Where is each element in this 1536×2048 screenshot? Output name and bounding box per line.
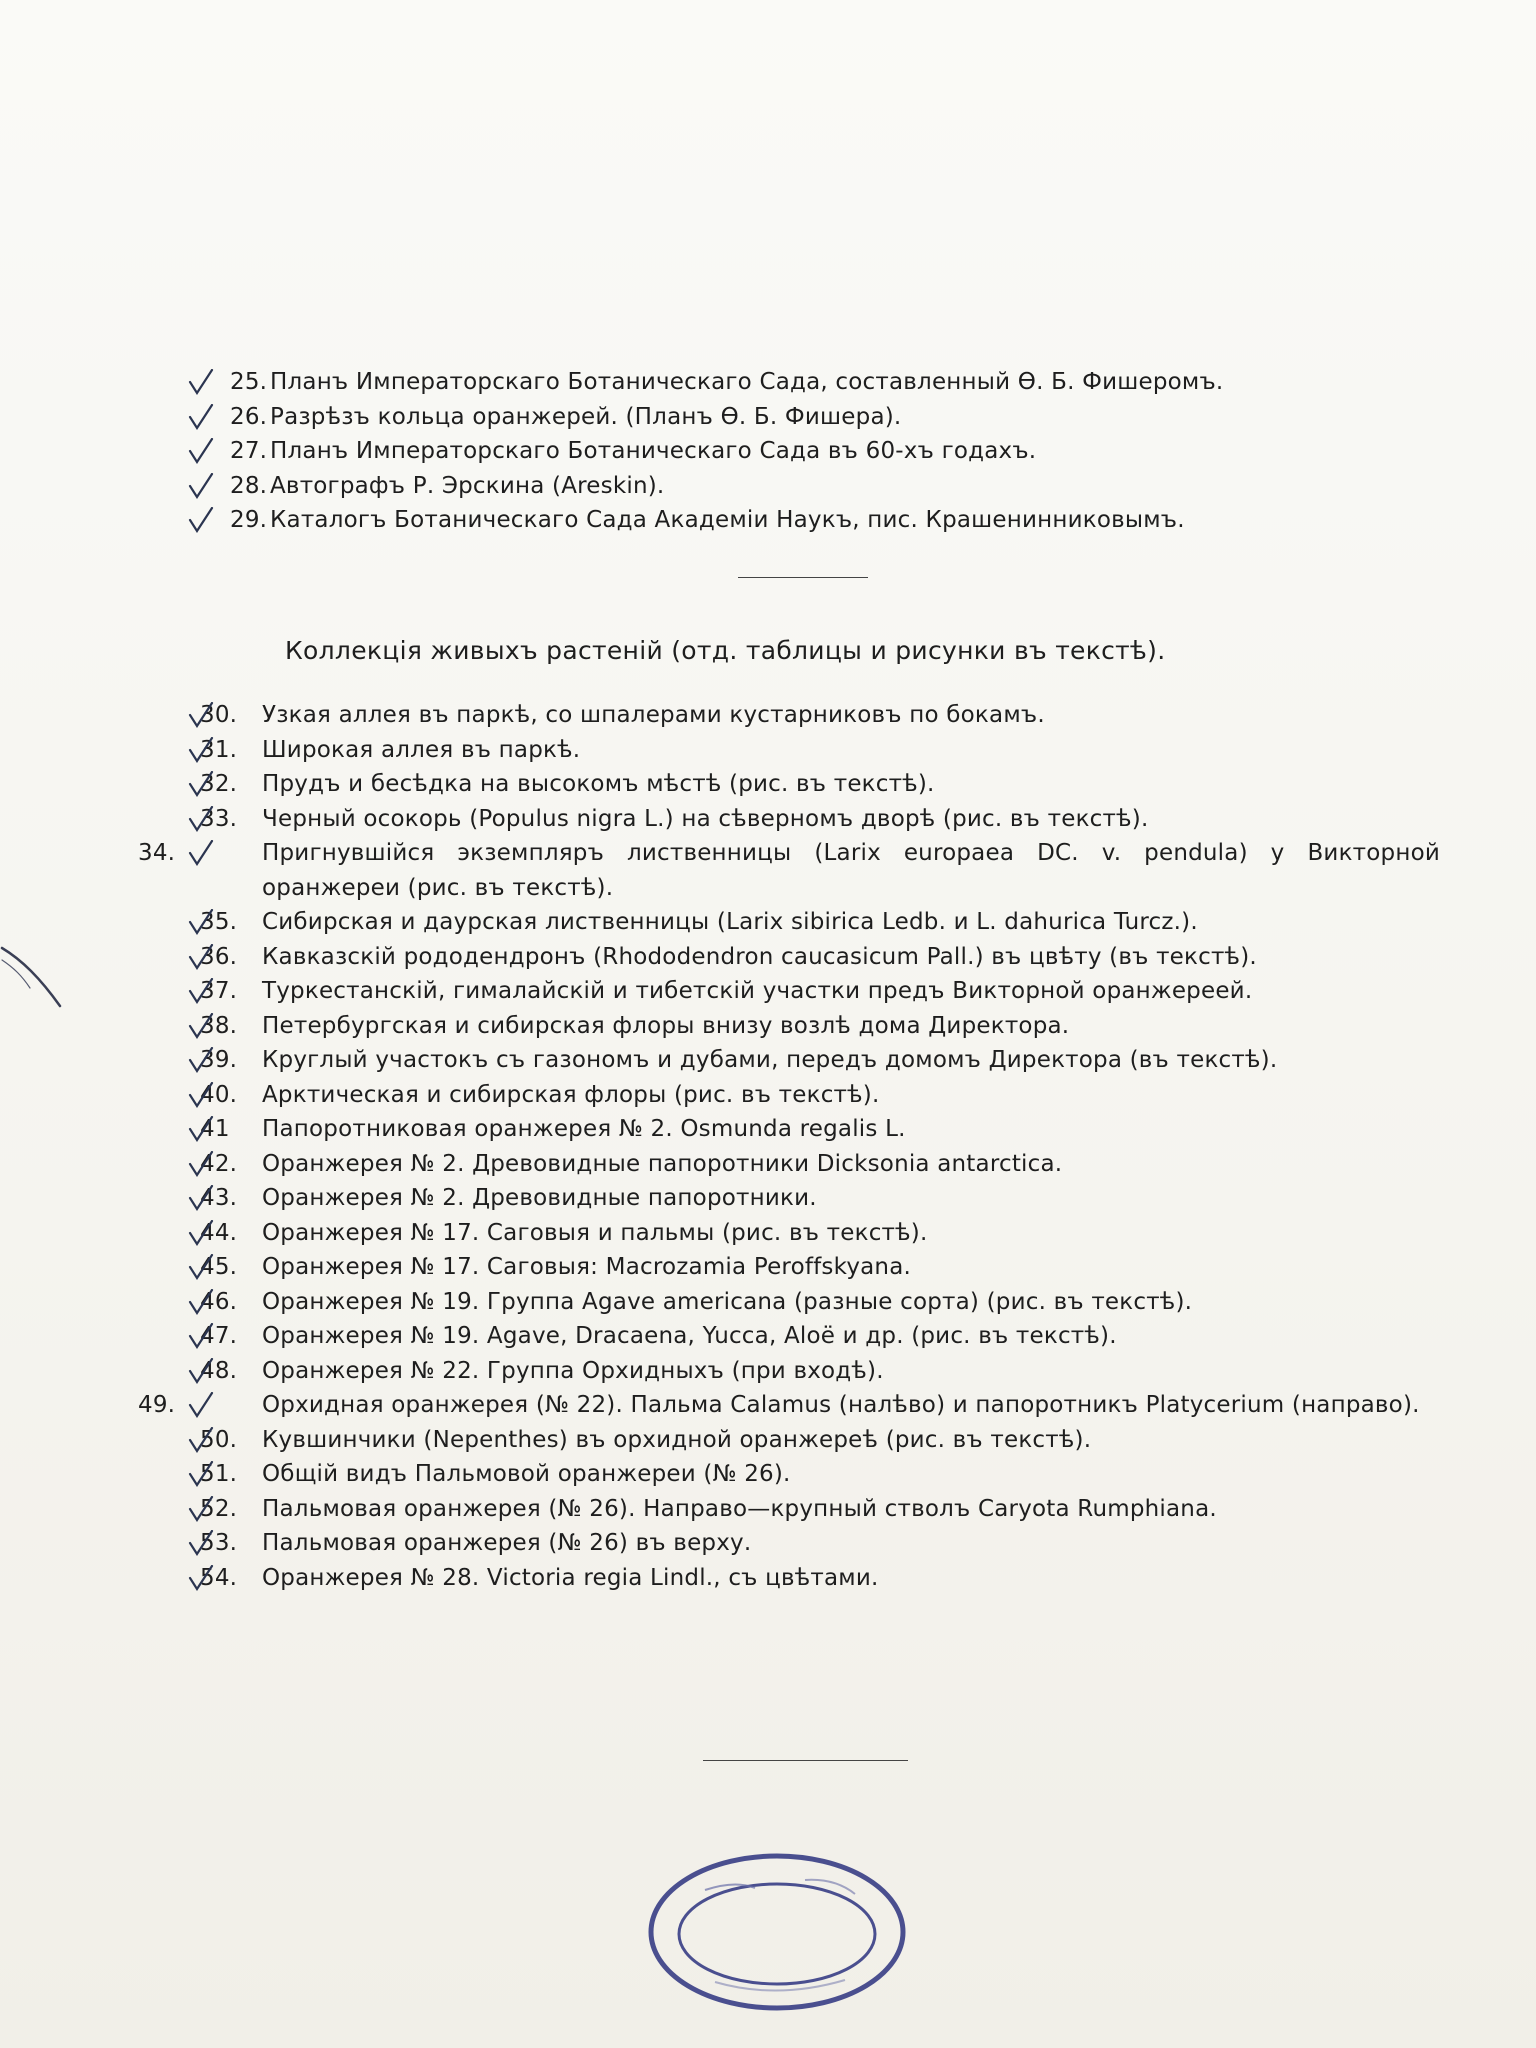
item-text: Автографъ Р. Эрскина (Areskin). — [270, 472, 665, 499]
item-text: Туркестанскій, гималайскій и тибетскій участки предъ Викторной оранжереей. — [262, 978, 1253, 1004]
item-text: Оранжерея № 22. Группа Орхидныхъ (при входѣ). — [262, 1357, 884, 1384]
list-item — [200, 1354, 1440, 1389]
item-text: Орхидная оранжерея (№ 22). Пальма Calamus (налѣво) и папоротникъ Platycerium (направо). — [262, 1392, 1420, 1418]
item-number: 42. — [200, 1150, 238, 1177]
list-item — [200, 1250, 1440, 1285]
checkmark-icon — [188, 438, 214, 464]
list-item — [200, 733, 1440, 768]
illustration-list-part-1 — [200, 365, 1440, 538]
checkmark-icon — [188, 1496, 214, 1522]
item-text: Кавказскій рододендронъ (Rhododendron caucasicum Pall.) въ цвѣту (въ текстѣ). — [262, 943, 1257, 970]
item-text: Прудъ и бесѣдка на высокомъ мѣстѣ (рис. въ текстѣ). — [262, 771, 935, 797]
item-number: 50. — [200, 1426, 238, 1453]
list-item — [200, 1009, 1440, 1044]
list-item — [200, 1561, 1440, 1596]
item-number: 29. — [230, 507, 268, 533]
item-number: 49. — [138, 1392, 176, 1418]
item-text: Арктическая и сибирская флоры (рис. въ текстѣ). — [262, 1081, 880, 1108]
checkmark-icon — [188, 771, 214, 797]
item-text: Оранжерея № 2. Древовидные папоротники Dicksonia antarctica. — [262, 1150, 1063, 1177]
item-text: Кувшинчики (Nepenthes) въ орхидной оранжереѣ (рис. въ текстѣ). — [262, 1426, 1092, 1453]
item-text: Общій видъ Пальмовой оранжереи (№ 26). — [262, 1461, 791, 1487]
checkmark-icon — [188, 507, 214, 533]
checkmark-icon — [188, 1082, 214, 1108]
list-item — [138, 1388, 1440, 1423]
item-text: Сибирская и даурская лиственницы (Larix sibirica Ledb. и L. dahurica Turcz.). — [262, 909, 1198, 935]
checkmark-icon — [188, 1461, 214, 1487]
item-number: 54. — [200, 1564, 238, 1591]
list-item — [200, 1423, 1440, 1458]
list-item — [200, 1319, 1440, 1354]
item-number: 43. — [200, 1185, 238, 1211]
item-number: 33. — [200, 805, 238, 832]
checkmark-icon — [188, 978, 214, 1004]
list-item — [200, 802, 1440, 837]
item-number: 26. — [230, 403, 268, 430]
item-text: Разрѣзъ кольца оранжерей. (Планъ Ѳ. Б. Фишера). — [270, 403, 902, 430]
checkmark-icon — [188, 909, 214, 935]
list-item — [200, 974, 1440, 1009]
item-number: 35. — [200, 909, 238, 935]
item-text: Каталогъ Ботаническаго Сада Академіи Наукъ, пис. Крашенинниковымъ. — [270, 507, 1185, 533]
list-item — [200, 1285, 1440, 1320]
list-item — [200, 698, 1440, 733]
checkmark-icon — [188, 1323, 214, 1349]
item-number: 51. — [200, 1461, 238, 1487]
list-item — [200, 1492, 1440, 1527]
item-number: 53. — [200, 1530, 238, 1556]
list-item — [200, 1457, 1440, 1492]
checkmark-icon — [188, 1289, 214, 1315]
item-number: 47. — [200, 1323, 238, 1349]
item-number: 31. — [200, 736, 238, 763]
item-number: 45. — [200, 1254, 238, 1280]
library-stamp-icon — [645, 1850, 910, 2015]
checkmark-icon — [188, 1151, 214, 1177]
item-number: 46. — [200, 1288, 238, 1315]
item-text: Папоротниковая оранжерея № 2. Osmunda regalis L. — [262, 1116, 906, 1142]
item-text: Пригнувшійся экземпляръ лиственницы (Larix europaea DC. v. pendula) у Викторной оранжереи (рис. въ текстѣ). — [262, 840, 1440, 901]
illustration-list-part-2 — [138, 698, 1440, 1595]
checkmark-icon — [188, 1392, 214, 1418]
list-item — [200, 1078, 1440, 1113]
item-number: 44. — [200, 1219, 238, 1246]
list-item — [200, 469, 1440, 504]
item-text: Круглый участокъ съ газономъ и дубами, передъ домомъ Директора (въ текстѣ). — [262, 1047, 1278, 1073]
pencil-scratch-icon — [0, 930, 70, 1010]
item-text: Оранжерея № 17. Саговыя и пальмы (рис. въ текстѣ). — [262, 1219, 928, 1246]
list-item — [200, 1526, 1440, 1561]
item-text: Узкая аллея въ паркѣ, со шпалерами кустарниковъ по бокамъ. — [262, 702, 1045, 728]
list-item — [200, 905, 1440, 940]
item-number: 40. — [200, 1081, 238, 1108]
checkmark-icon — [188, 369, 214, 395]
checkmark-icon — [188, 473, 214, 499]
checkmark-icon — [188, 737, 214, 763]
item-text: Пальмовая оранжерея (№ 26) въ верху. — [262, 1530, 752, 1556]
list-item — [200, 1112, 1440, 1147]
list-item — [200, 767, 1440, 802]
list-item — [200, 1147, 1440, 1182]
checkmark-icon — [188, 1185, 214, 1211]
list-item — [200, 940, 1440, 975]
item-number: 27. — [230, 438, 268, 464]
checkmark-icon — [188, 1116, 214, 1142]
item-text: Оранжерея № 19. Agave, Dracaena, Yucca, Aloë и др. (рис. въ текстѣ). — [262, 1323, 1117, 1349]
list-item — [200, 1043, 1440, 1078]
item-text: Черный осокорь (Populus nigra L.) на сѣверномъ дворѣ (рис. въ текстѣ). — [262, 805, 1149, 832]
item-text: Широкая аллея въ паркѣ. — [262, 736, 581, 763]
item-number: 41 — [200, 1116, 230, 1142]
item-number: 38. — [200, 1012, 238, 1039]
checkmark-icon — [188, 702, 214, 728]
section-divider — [703, 1760, 908, 1761]
list-item — [200, 1181, 1440, 1216]
list-item — [200, 503, 1440, 538]
checkmark-icon — [188, 1565, 214, 1591]
checkmark-icon — [188, 404, 214, 430]
checkmark-icon — [188, 1047, 214, 1073]
item-number: 39. — [200, 1047, 238, 1073]
list-item — [200, 1216, 1440, 1251]
item-text: Петербургская и сибирская флоры внизу возлѣ дома Директора. — [262, 1012, 1070, 1039]
checkmark-icon — [188, 1358, 214, 1384]
item-number: 25. — [230, 369, 268, 395]
item-number: 37. — [200, 978, 238, 1004]
checkmark-icon — [188, 1013, 214, 1039]
checkmark-icon — [188, 1427, 214, 1453]
checkmark-icon — [188, 1530, 214, 1556]
checkmark-icon — [188, 1220, 214, 1246]
checkmark-icon — [188, 840, 214, 866]
item-number: 52. — [200, 1495, 238, 1522]
section-divider — [738, 577, 868, 578]
list-item — [138, 836, 1440, 905]
item-text: Планъ Императорскаго Ботаническаго Сада въ 60-хъ годахъ. — [270, 438, 1037, 464]
item-text: Оранжерея № 19. Группа Agave americana (разные сорта) (рис. въ текстѣ). — [262, 1288, 1193, 1315]
checkmark-icon — [188, 806, 214, 832]
item-number: 48. — [200, 1357, 238, 1384]
item-text: Пальмовая оранжерея (№ 26). Направо—крупный стволъ Caryota Rumphiana. — [262, 1495, 1217, 1522]
list-item — [200, 365, 1440, 400]
list-item — [200, 434, 1440, 469]
checkmark-icon — [188, 944, 214, 970]
item-text: Оранжерея № 28. Victoria regia Lindl., съ цвѣтами. — [262, 1564, 879, 1591]
list-item — [200, 400, 1440, 435]
item-text: Оранжерея № 17. Саговыя: Macrozamia Peroffskyana. — [262, 1254, 912, 1280]
item-text: Оранжерея № 2. Древовидные папоротники. — [262, 1185, 817, 1211]
item-number: 30. — [200, 702, 238, 728]
item-number: 32. — [200, 771, 238, 797]
checkmark-icon — [188, 1254, 214, 1280]
item-number: 34. — [138, 840, 176, 866]
item-text: Планъ Императорскаго Ботаническаго Сада, составленный Ѳ. Б. Фишеромъ. — [270, 369, 1224, 395]
section-heading: Коллекція живыхъ растеній (отд. таблицы и рисунки въ текстѣ). — [285, 636, 1166, 665]
item-number: 28. — [230, 472, 268, 499]
item-number: 36. — [200, 943, 238, 970]
